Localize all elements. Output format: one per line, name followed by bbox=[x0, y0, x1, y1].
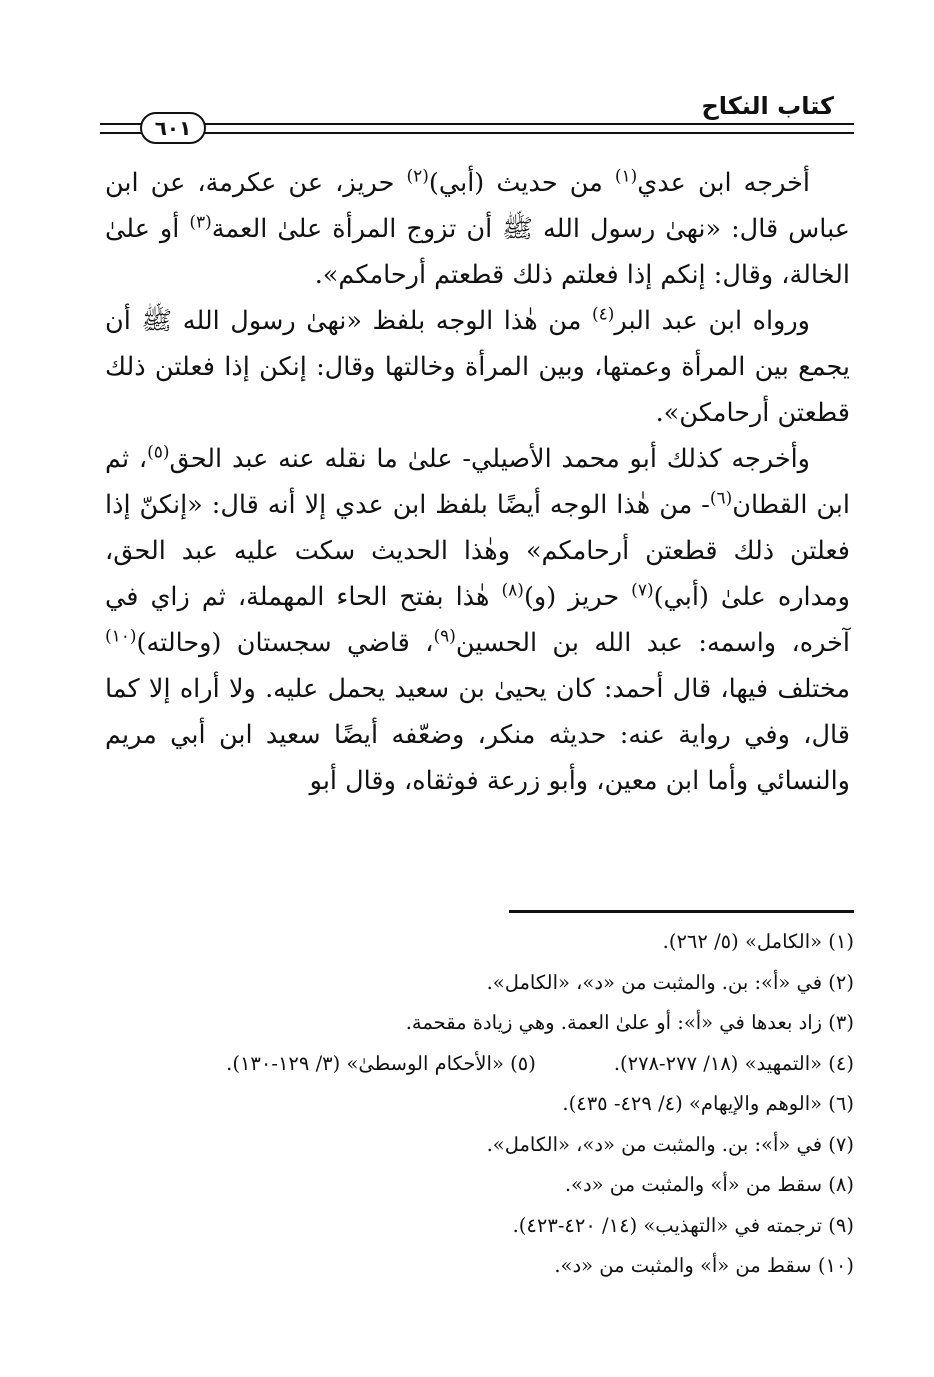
text-span: - من هٰذا الوجه أيضًا بلفظ ابن عدي إلا أنه قال: «إنكنّ إذا فعلتن ذلك قطعتن أرحامكم» وهٰذا الحديث سكت عليه عبد الحق، ومداره علىٰ (أبي) bbox=[105, 490, 850, 612]
header-rule-right bbox=[205, 123, 854, 134]
main-text bbox=[105, 160, 850, 804]
text-span: ، ثم ابن القطان bbox=[105, 444, 850, 520]
text-span: وأخرجه كذلك أبو محمد الأصيلي- علىٰ ما نقله عنه عبد الحق bbox=[169, 444, 810, 474]
footnote-separator bbox=[509, 910, 854, 913]
footnote-ref-4: (٤) bbox=[591, 304, 615, 325]
footnote-3: (٣) زاد بعدها في «أ»: أو علىٰ العمة. وهي زيادة مقحمة. bbox=[405, 1011, 854, 1034]
text-span: أخرجه ابن عدي bbox=[637, 168, 810, 198]
footnote-1: (١) «الكامل» (٥/ ٢٦٢). bbox=[662, 930, 854, 953]
header-rule-left bbox=[100, 123, 142, 134]
text-span: حريز (و) bbox=[523, 582, 632, 612]
text-span: حريز، عن عكرمة، عن ابن عباس قال: «نهىٰ رسول الله ﷺ أن تزوج المرأة علىٰ العمة bbox=[105, 168, 850, 244]
text-span: من حديث (أبي) bbox=[428, 168, 615, 198]
footnote-row-4-5 bbox=[94, 1044, 854, 1085]
running-title: كتاب النكاح bbox=[701, 92, 834, 120]
footnote-10: (١٠) سقط من «أ» والمثبت من «د». bbox=[554, 1254, 854, 1277]
footnote-5: (٥) «الأحكام الوسطىٰ» (٣/ ١٢٩-١٣٠). bbox=[226, 1051, 536, 1075]
page-number: ٦٠١ bbox=[140, 112, 206, 144]
footnote-8: (٨) سقط من «أ» والمثبت من «د». bbox=[564, 1173, 854, 1196]
footnote-ref-8: (٨) bbox=[501, 580, 524, 601]
footnote-ref-3: (٣) bbox=[189, 212, 212, 233]
text-span: من هٰذا الوجه بلفظ «نهىٰ رسول الله ﷺ أن يجمع بين المرأة وعمتها، وبين المرأة وخالتها وقال: إنكن إذا فعلتن ذلك قطعتن أرحامكن». bbox=[105, 306, 850, 428]
paragraph-3 bbox=[105, 436, 850, 804]
footnote-ref-1: (١) bbox=[614, 166, 638, 187]
paragraph-1 bbox=[105, 160, 850, 298]
footnote-ref-10: (١٠) bbox=[105, 626, 137, 647]
paragraph-2 bbox=[105, 298, 850, 436]
footnote-ref-6: (٦) bbox=[709, 488, 733, 509]
footnote-9: (٩) ترجمته في «التهذيب» (١٤/ ٤٢٠-٤٢٣). bbox=[512, 1213, 854, 1237]
text-span: ورواه ابن عبد البر bbox=[614, 306, 810, 336]
footnote-ref-7: (٧) bbox=[631, 580, 654, 601]
text-span: هٰذا بفتح الحاء المهملة، ثم زاي في آخره، واسمه: عبد الله بن الحسين bbox=[105, 582, 851, 658]
footnote-6: (٦) «الوهم والإيهام» (٤/ ٤٢٩- ٤٣٥). bbox=[562, 1092, 854, 1115]
footnote-7: (٧) في «أ»: بن. والمثبت من «د»، «الكامل». bbox=[486, 1132, 854, 1156]
text-span: أو علىٰ الخالة، وقال: إنكم إذا فعلتم ذلك قطعتم أرحامكم». bbox=[105, 214, 850, 290]
text-span: مختلف فيها، قال أحمد: كان يحيىٰ بن سعيد يحمل عليه. ولا أراه إلا كما قال، وفي رواية عنه: حديثه منكر، وضعّفه أيضًا سعيد ابن أبي مريم والنسائي وأما ابن معين، وأبو زرعة فوثقاه، وقال أبو bbox=[105, 674, 850, 796]
footnote-2: (٢) في «أ»: بن. والمثبت من «د»، «الكامل». bbox=[486, 970, 854, 994]
footnote-ref-5: (٥) bbox=[147, 442, 170, 463]
footnote-ref-9: (٩) bbox=[433, 626, 456, 647]
text-span: ، قاضي سجستان (وحالته) bbox=[136, 628, 434, 658]
footnote-ref-2: (٢) bbox=[406, 166, 429, 187]
footnote-4: (٤) «التمهيد» (١٨/ ٢٧٧-٢٧٨). bbox=[613, 1051, 854, 1075]
footnotes bbox=[94, 922, 854, 1287]
